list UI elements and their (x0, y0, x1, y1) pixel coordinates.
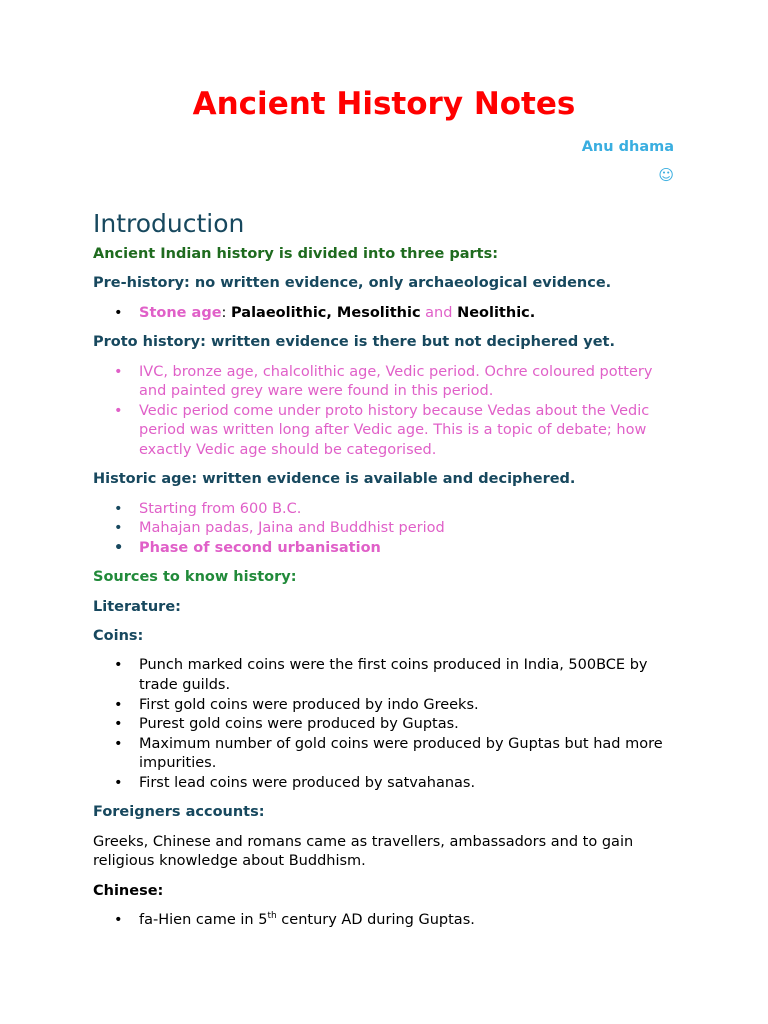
list-item: • Punch marked coins were the first coins produced in India, 500BCE by trade guilds. (93, 656, 683, 695)
section-heading-introduction: Introduction (93, 209, 245, 238)
ordinal-suffix: th (267, 911, 277, 922)
chinese-item-end: century AD during Guptas. (276, 912, 475, 929)
coins-heading: Coins: (93, 628, 144, 645)
list-item (93, 911, 683, 931)
colon: : (221, 304, 227, 321)
and-word: and (425, 304, 453, 321)
chinese-heading: Chinese: (93, 882, 164, 899)
sources-heading: Sources to know history: (93, 569, 297, 586)
list-item: • IVC, bronze age, chalcolithic age, Vedic period. Ochre coloured pottery and painted grey ware were found in this period. (93, 363, 683, 402)
list-item: • Mahajan padas, Jaina and Buddhist period (93, 519, 683, 539)
prehistory-heading: Pre-history: no written evidence, only archaeological evidence. (93, 275, 612, 292)
chinese-item-start: fa-Hien came in 5 (139, 912, 268, 929)
foreigners-text: Greeks, Chinese and romans came as travellers, ambassadors and to gain religious knowledge about Buddhism. (93, 833, 634, 870)
intro-divided-line: Ancient Indian history is divided into three parts: (93, 246, 499, 262)
list-item: • First lead coins were produced by satvahanas. (93, 774, 683, 794)
smiley-icon: ☺ (658, 166, 674, 184)
foreigners-heading: Foreigners accounts: (93, 804, 265, 821)
list-item: • Vedic period come under proto history because Vedas about the Vedic period was written long after Vedic age. This is a topic of debate; how exactly Vedic age should be categorised. (93, 402, 683, 461)
proto-history-heading: Proto history: written evidence is there but not deciphered yet. (93, 334, 615, 351)
literature-heading: Literature: (93, 598, 181, 615)
list-item: • Purest gold coins were produced by Guptas. (93, 715, 683, 735)
list-item: • Maximum number of gold coins were produced by Guptas but had more impurities. (93, 735, 683, 774)
historic-age-list (93, 500, 683, 559)
historic-age-heading: Historic age: written evidence is available and deciphered. (93, 471, 576, 488)
proto-history-list (93, 363, 683, 461)
document-body (93, 245, 683, 941)
list-item: • First gold coins were produced by indo Greeks. (93, 696, 683, 716)
stone-age-list (93, 304, 683, 324)
document-title: Ancient History Notes (192, 86, 576, 122)
list-item (93, 304, 683, 324)
list-item: • Starting from 600 B.C. (93, 500, 683, 520)
neolithic: Neolithic. (457, 304, 536, 321)
chinese-list (93, 911, 683, 931)
stone-age-label: Stone age (139, 304, 222, 321)
palaeolithic-mesolithic: Palaeolithic, Mesolithic (231, 304, 421, 321)
author-name: Anu dhama (581, 139, 674, 155)
coins-list (93, 656, 683, 793)
list-item: • Phase of second urbanisation (93, 539, 683, 559)
